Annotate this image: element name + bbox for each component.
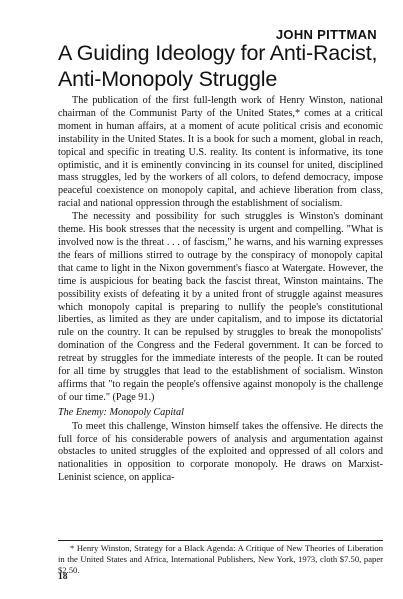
footnote: * Henry Winston, Strategy for a Black Agenda: A Critique of New Theories of Liberation in the United States and Africa, International Publishers, New York, 1973, cloth $7.50, paper $2.50. — [58, 543, 383, 575]
section-heading: The Enemy: Monopoly Capital — [58, 406, 184, 418]
article-title — [58, 40, 383, 92]
paragraph-1: The publication of the first full-length work of Henry Winston, national chairman of the Communist Party of the United States,* comes at a critical moment in human affairs, at a moment of acute political crisis and economic instability in the United States. It is a book for such a moment, global in reach, topical and specific in treating U.S. reality. Its content is informative, its tone optimistic, and it is eminently convincing in its counsel for united, disciplined mass struggles, led by the workers of all colors, to defend democracy, impose peaceful coexistence on monopoly capital, and achieve liberation from class, racial and national oppression through the establishment of socialism. — [58, 95, 383, 210]
page-number: 18 — [58, 572, 68, 582]
paragraph-2: The necessity and possibility for such struggles is Winston's dominant theme. His book stresses that the necessity is urgent and compelling. "What is involved now is the threat . . . of fascism," he warns, and his warning expresses the fears of millions stirred to outrage by the conspiracy of monopoly capital that came to light in the Nixon government's fiasco at Watergate. However, the time is auspicious for beating back the fascist threat, Winston maintains. The possibility exists of defeating it by a united front of struggle against measures which monopoly capital is preparing to nullify the people's constitutional liberties, as limited as they are under capitalism, and to impose its dictatorial rule on the country. It can be repulsed by struggles to break the monopolists' domination of the Congress and the Federal government. It can be forced to retreat by struggles for the immediate interests of the people. It can be routed for all time by struggles that lead to the establishment of socialism. Winston affirms that "to regain the people's offensive against monopoly is the challenge of our time." (Page 91.) — [58, 211, 383, 403]
title-line-2: Anti-Monopoly Struggle — [58, 67, 278, 91]
footnote-divider — [58, 540, 383, 541]
author-name: JOHN PITTMAN — [275, 27, 377, 42]
title-line-1: A Guiding Ideology for Anti-Racist, — [58, 41, 378, 65]
paragraph-3: To meet this challenge, Winston himself takes the offensive. He directs the full force of his considerable powers of analysis and argumentation against obstacles to united struggles of the exploited and oppressed of all colors and nationalities in opposition to corporate monopoly. He draws on Marxist-Leninist science, on applica- — [58, 420, 383, 484]
article-body — [58, 95, 383, 485]
